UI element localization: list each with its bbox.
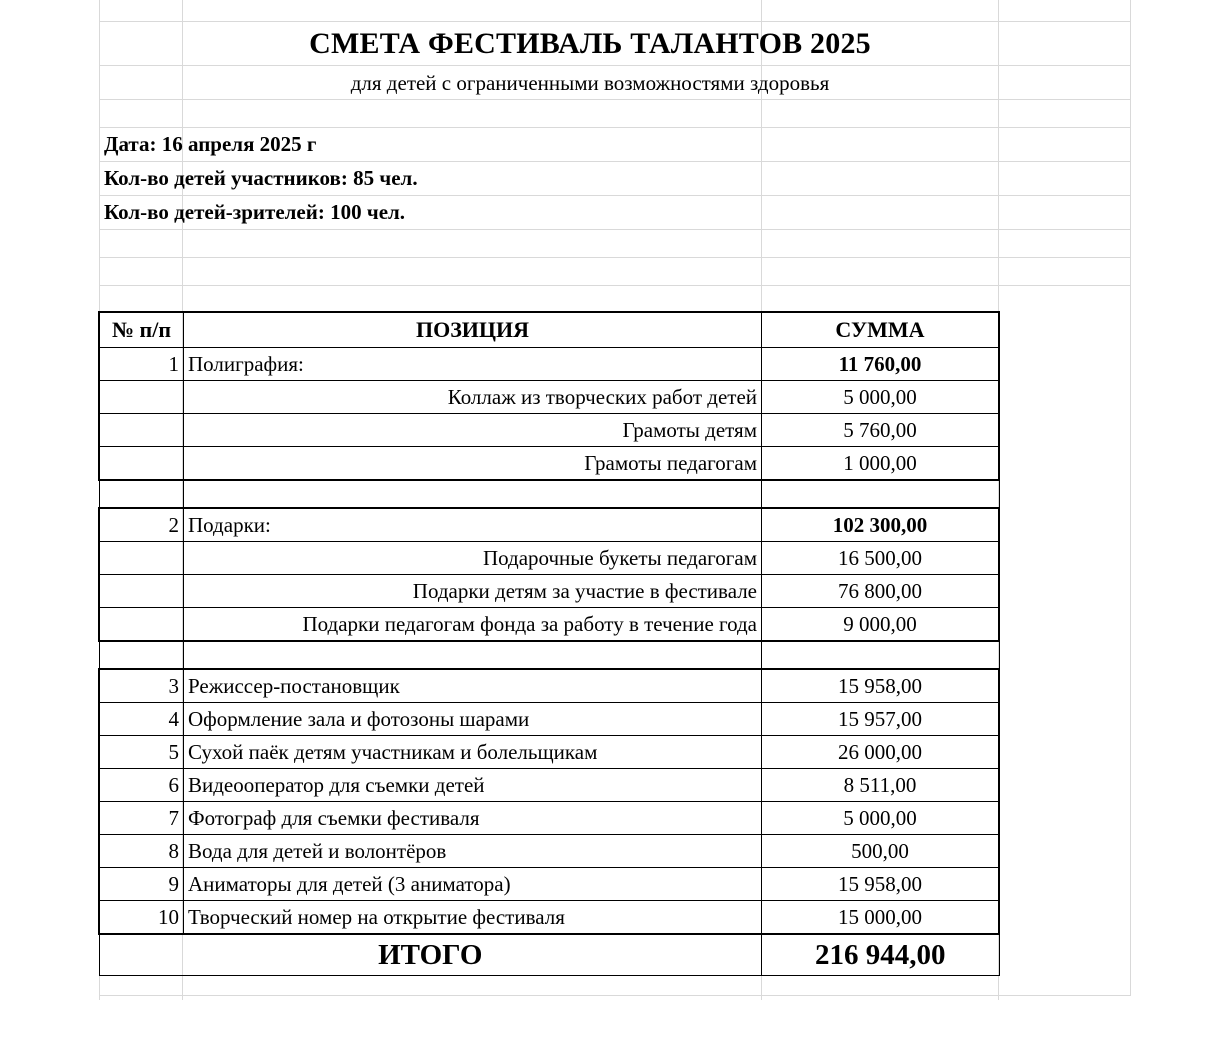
table-row xyxy=(99,608,999,642)
row-sum: 102 300,00 xyxy=(762,508,1000,542)
table-row xyxy=(99,901,999,935)
table-row xyxy=(99,703,999,736)
table-row xyxy=(99,802,999,835)
row-sum: 5 000,00 xyxy=(762,381,1000,414)
row-num xyxy=(99,414,184,447)
info-spectators: Кол-во детей-зрителей: 100 чел. xyxy=(104,200,406,224)
row-num: 2 xyxy=(99,508,184,542)
row-num xyxy=(99,575,184,608)
header-sum: СУММА xyxy=(762,312,1000,348)
table-row xyxy=(99,769,999,802)
row-sum: 15 000,00 xyxy=(762,901,1000,935)
gridline xyxy=(99,99,1130,100)
empty-cell xyxy=(99,641,184,669)
gridline xyxy=(99,285,1130,286)
gridline xyxy=(1130,0,1131,996)
info-participants: Кол-во детей участников: 85 чел. xyxy=(104,166,418,190)
total-row xyxy=(99,934,999,976)
empty-cell xyxy=(99,480,184,508)
row-label: Коллаж из творческих работ детей xyxy=(184,381,762,414)
header-num: № п/п xyxy=(99,312,184,348)
header-position: ПОЗИЦИЯ xyxy=(184,312,762,348)
row-sum: 76 800,00 xyxy=(762,575,1000,608)
table-row xyxy=(99,542,999,575)
table-row xyxy=(99,868,999,901)
row-label: Грамоты педагогам xyxy=(184,447,762,481)
row-label: Подарочные букеты педагогам xyxy=(184,542,762,575)
row-sum: 16 500,00 xyxy=(762,542,1000,575)
table-row xyxy=(99,835,999,868)
row-num: 8 xyxy=(99,835,184,868)
row-num xyxy=(99,608,184,642)
row-num: 4 xyxy=(99,703,184,736)
empty-cell xyxy=(184,641,762,669)
row-sum: 15 958,00 xyxy=(762,669,1000,703)
row-label: Видеооператор для съемки детей xyxy=(184,769,762,802)
gridline xyxy=(99,21,1130,22)
row-num: 10 xyxy=(99,901,184,935)
row-label: Вода для детей и волонтёров xyxy=(184,835,762,868)
row-sum: 9 000,00 xyxy=(762,608,1000,642)
row-num: 1 xyxy=(99,348,184,381)
row-num xyxy=(99,542,184,575)
row-sum: 15 958,00 xyxy=(762,868,1000,901)
table-row xyxy=(99,736,999,769)
table-row xyxy=(99,381,999,414)
gridline xyxy=(99,161,1130,162)
table-row xyxy=(99,414,999,447)
row-num xyxy=(99,381,184,414)
row-sum: 5 760,00 xyxy=(762,414,1000,447)
row-num: 7 xyxy=(99,802,184,835)
total-label: ИТОГО xyxy=(99,934,762,976)
empty-cell xyxy=(762,480,1000,508)
row-num: 5 xyxy=(99,736,184,769)
row-label: Аниматоры для детей (3 аниматора) xyxy=(184,868,762,901)
table-row xyxy=(99,669,999,703)
table-row xyxy=(99,447,999,481)
spacer-row xyxy=(99,480,999,508)
row-label: Подарки: xyxy=(184,508,762,542)
spacer-row xyxy=(99,641,999,669)
row-label: Подарки детям за участие в фестивале xyxy=(184,575,762,608)
budget-table xyxy=(98,311,1000,976)
table-row xyxy=(99,575,999,608)
gridline xyxy=(99,257,1130,258)
gridline xyxy=(99,195,1130,196)
gridline xyxy=(99,229,1130,230)
table-row xyxy=(99,508,999,542)
row-label: Фотограф для съемки фестиваля xyxy=(184,802,762,835)
table-header-row xyxy=(99,312,999,348)
document-subtitle: для детей с ограниченными возможностями здоровья xyxy=(350,71,830,95)
empty-cell xyxy=(762,641,1000,669)
info-date: Дата: 16 апреля 2025 г xyxy=(104,132,317,156)
document-title: СМЕТА ФЕСТИВАЛЬ ТАЛАНТОВ 2025 xyxy=(309,27,871,60)
row-label: Полиграфия: xyxy=(184,348,762,381)
row-sum: 26 000,00 xyxy=(762,736,1000,769)
gridline xyxy=(99,995,1130,996)
row-sum: 1 000,00 xyxy=(762,447,1000,481)
row-num xyxy=(99,447,184,481)
row-label: Творческий номер на открытие фестиваля xyxy=(184,901,762,935)
empty-cell xyxy=(184,480,762,508)
row-num: 3 xyxy=(99,669,184,703)
row-label: Оформление зала и фотозоны шарами xyxy=(184,703,762,736)
table-row xyxy=(99,348,999,381)
gridline xyxy=(99,127,1130,128)
row-sum: 15 957,00 xyxy=(762,703,1000,736)
row-sum: 5 000,00 xyxy=(762,802,1000,835)
row-num: 9 xyxy=(99,868,184,901)
row-num: 6 xyxy=(99,769,184,802)
gridline xyxy=(99,65,1130,66)
total-sum: 216 944,00 xyxy=(762,934,1000,976)
row-label: Подарки педагогам фонда за работу в течение года xyxy=(184,608,762,642)
row-label: Режиссер-постановщик xyxy=(184,669,762,703)
row-sum: 500,00 xyxy=(762,835,1000,868)
row-sum: 8 511,00 xyxy=(762,769,1000,802)
row-sum: 11 760,00 xyxy=(762,348,1000,381)
row-label: Сухой паёк детям участникам и болельщикам xyxy=(184,736,762,769)
row-label: Грамоты детям xyxy=(184,414,762,447)
